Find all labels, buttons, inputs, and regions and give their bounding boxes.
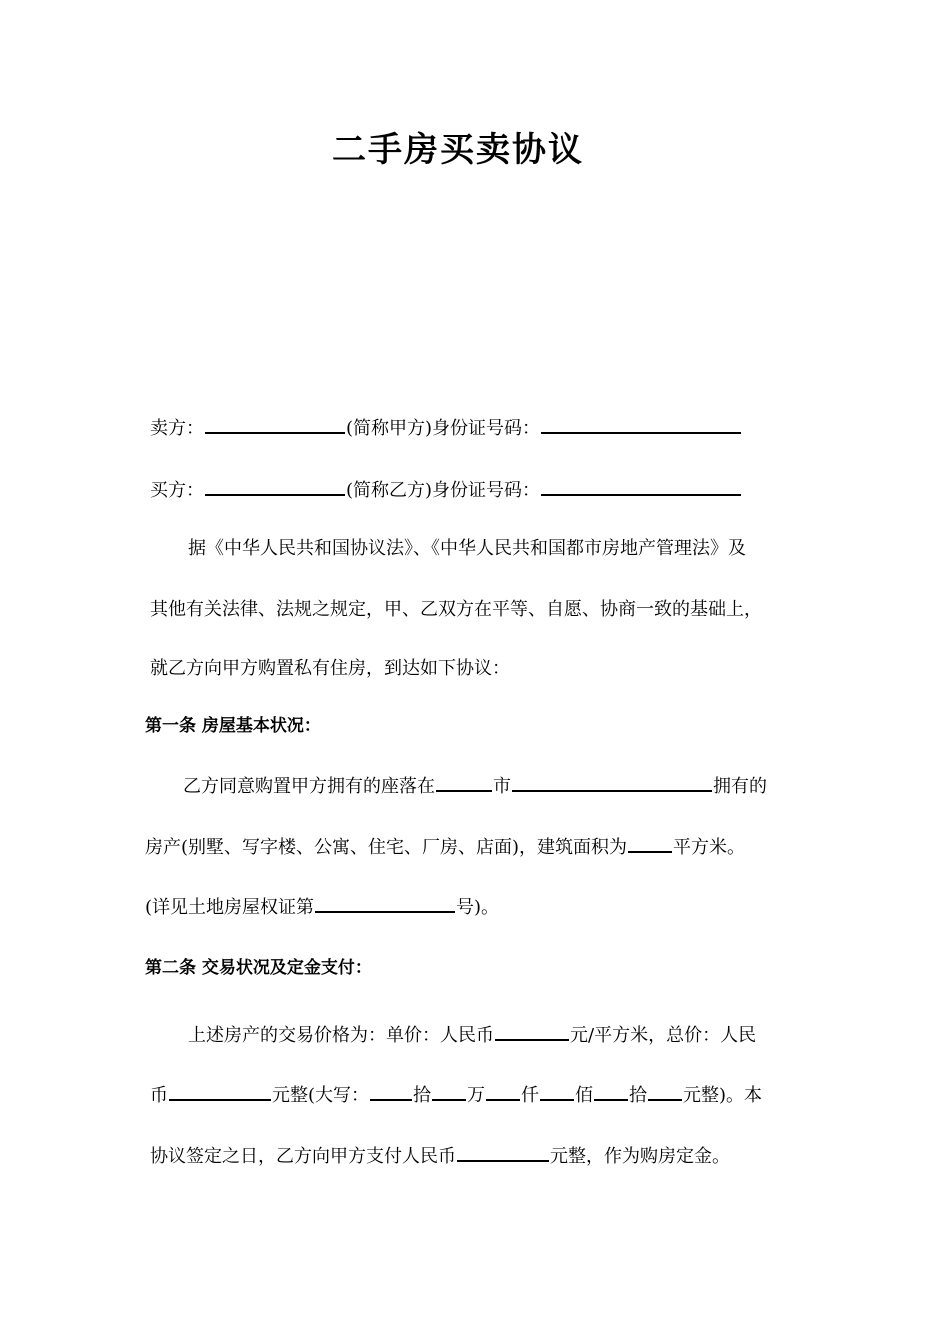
- seller-label: 卖方：: [150, 418, 204, 439]
- article-2-text-c: 币: [150, 1085, 168, 1106]
- article-1-line-1: [183, 770, 767, 800]
- deposit-field[interactable]: [457, 1140, 549, 1162]
- article-1-text-a: 乙方同意购置甲方拥有的座落在: [183, 776, 435, 797]
- preamble-line-3: 就乙方向甲方购置私有住房，到达如下协议：: [150, 658, 510, 679]
- unit-wan: 万: [467, 1085, 486, 1106]
- article-2-text-e: 元整)。本: [683, 1085, 763, 1106]
- article-1-text-f: (详见土地房屋权证第: [145, 897, 315, 918]
- article-1-line-2: [145, 831, 745, 861]
- article-2-line-1: [188, 1019, 756, 1049]
- certificate-number-field[interactable]: [315, 891, 455, 913]
- unit-price-field[interactable]: [495, 1019, 569, 1041]
- article-2-line-2: [150, 1079, 762, 1109]
- article-1-text-c: 拥有的: [713, 776, 767, 797]
- amount-field-6[interactable]: [648, 1079, 682, 1101]
- buyer-id-field[interactable]: [541, 474, 741, 496]
- article-1-text-b: 市: [493, 776, 511, 797]
- area-field[interactable]: [628, 831, 672, 853]
- unit-shi-1: 拾: [413, 1085, 432, 1106]
- article-1-line-3: [145, 891, 499, 921]
- article-2-line-3: [150, 1140, 730, 1170]
- article-2-text-b: 元/平方米，总价：人民: [570, 1025, 757, 1046]
- article-1-heading: 第一条 房屋基本状况：: [145, 716, 321, 736]
- preamble-line-1: 据《中华人民共和国协议法》、《中华人民共和国都市房地产管理法》及: [188, 538, 746, 559]
- buyer-name-field[interactable]: [205, 474, 345, 496]
- amount-field-4[interactable]: [540, 1079, 574, 1101]
- city-field[interactable]: [436, 770, 492, 792]
- seller-mid: (简称甲方)身份证号码：: [346, 418, 541, 439]
- buyer-label: 买方：: [150, 480, 204, 501]
- unit-qian: 仟: [521, 1085, 540, 1106]
- preamble-line-2: 其他有关法律、法规之规定，甲、乙双方在平等、自愿、协商一致的基础上，: [150, 599, 762, 620]
- address-field[interactable]: [512, 770, 712, 792]
- seller-line: [150, 412, 742, 442]
- unit-shi-2: 拾: [629, 1085, 648, 1106]
- page-title: 二手房买卖协议: [332, 130, 584, 170]
- amount-field-5[interactable]: [594, 1079, 628, 1101]
- article-2-text-d: 元整(大写：: [272, 1085, 370, 1106]
- amount-field-2[interactable]: [432, 1079, 466, 1101]
- amount-field-1[interactable]: [370, 1079, 412, 1101]
- amount-field-3[interactable]: [486, 1079, 520, 1101]
- article-1-text-e: 平方米。: [673, 837, 746, 858]
- unit-bai: 佰: [575, 1085, 594, 1106]
- seller-id-field[interactable]: [541, 412, 741, 434]
- article-2-text-a: 上述房产的交易价格为：单价：人民币: [188, 1025, 494, 1046]
- article-1-text-d: 房产(别墅、写字楼、公寓、住宅、厂房、店面)，建筑面积为: [145, 837, 628, 858]
- article-2-heading: 第二条 交易状况及定金支付：: [145, 958, 372, 978]
- seller-name-field[interactable]: [205, 412, 345, 434]
- buyer-line: [150, 474, 742, 504]
- article-2-text-f: 协议签定之日，乙方向甲方支付人民币: [150, 1146, 456, 1167]
- article-2-text-g: 元整，作为购房定金。: [550, 1146, 730, 1167]
- buyer-mid: (简称乙方)身份证号码：: [346, 480, 541, 501]
- total-price-field[interactable]: [169, 1079, 271, 1101]
- article-1-text-g: 号)。: [456, 897, 500, 918]
